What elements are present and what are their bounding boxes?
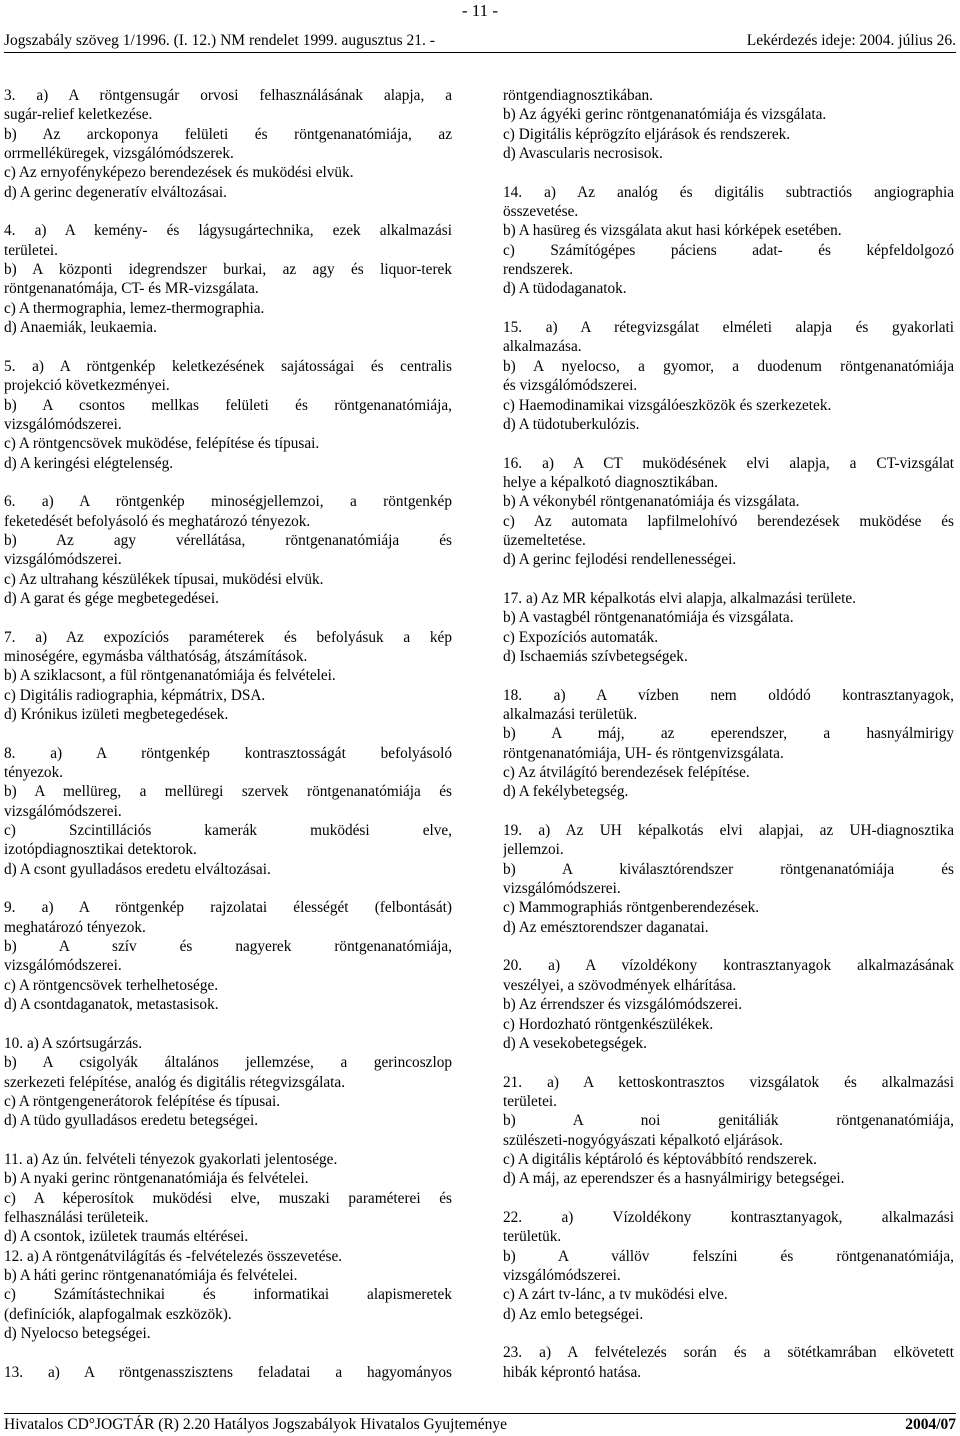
text-line: minoségére, egymásba válthatóság, átszámítások. bbox=[4, 647, 308, 665]
text-line: d) A csontdaganatok, metastasisok. bbox=[4, 996, 219, 1014]
paragraph-gap bbox=[4, 608, 452, 627]
text-line: d) Az emlo betegségei. bbox=[503, 1305, 644, 1323]
text-line: b) A vastagbél röntgenanatómiája és vizsgálata. bbox=[503, 609, 794, 627]
text-line: 13. a) A röntgenasszisztens feladatai a hagyományos bbox=[4, 1363, 452, 1381]
text-line: d) Az emésztorendszer daganatai. bbox=[503, 918, 709, 936]
text-line: c) A röntgencsövek terhelhetosége. bbox=[4, 976, 219, 994]
text-line: d) A garat és gége megbetegedései. bbox=[4, 589, 219, 607]
text-line: vizsgálómódszerei. bbox=[4, 802, 122, 820]
text-line: d) A tüdo gyulladásos eredetu betegségei. bbox=[4, 1112, 259, 1130]
text-line: 6. a) A röntgenkép minoségjellemzoi, a röntgenkép bbox=[4, 493, 452, 511]
text-line: c) Haemodinamikai vizsgálóeszközök és szerkezetek. bbox=[503, 396, 832, 414]
text-line: b) Az agy vérellátása, röntgenanatómiája és bbox=[4, 531, 452, 549]
page-number: - 11 - bbox=[461, 1, 499, 20]
text-line: b) A kiválasztórendszer röntgenanatómiája és bbox=[503, 860, 954, 878]
paragraph-gap bbox=[503, 802, 954, 821]
text-line: b) A mellüreg, a mellüregi szervek röntgenanatómiája és bbox=[4, 783, 452, 801]
text-line: üzemeltetése. bbox=[503, 531, 586, 549]
text-line: c) Az ultrahang készülékek típusai, muködési elvük. bbox=[4, 570, 324, 588]
paragraph-gap bbox=[503, 666, 954, 685]
text-line: c) A röntgengenerátorok felépítése és típusai. bbox=[4, 1092, 281, 1110]
text-line: b) A csigolyák általános jellemzése, a gerincoszlop bbox=[4, 1054, 452, 1072]
text-line: c) Hordozható röntgenkészülékek. bbox=[503, 1015, 714, 1033]
header-query-date: Lekérdezés ideje: 2004. július 26. bbox=[746, 32, 956, 49]
text-line: b) A központi idegrendszer burkai, az agy és liquor-terek bbox=[4, 261, 452, 279]
text-line: 7. a) Az expozíciós paraméterek és befolyásuk a kép bbox=[4, 628, 452, 646]
footer-publisher: Hivatalos CD°JOGTÁR (R) 2.20 Hatályos Jogszabályok Hivatalos Gyujteménye bbox=[4, 1416, 507, 1433]
text-line: b) A sziklacsont, a fül röntgenanatómiája és felvételei. bbox=[4, 667, 336, 685]
paragraph-gap bbox=[503, 1053, 954, 1072]
paragraph-gap bbox=[503, 570, 954, 589]
text-line: b) A csontos mellkas felületi és röntgenanatómiája, bbox=[4, 396, 452, 414]
paragraph-gap bbox=[503, 434, 954, 453]
text-line: c) Számítógépes páciens adat- és képfeldolgozó bbox=[503, 241, 954, 259]
paragraph-gap bbox=[4, 337, 452, 356]
text-line: 23. a) A felvételezés során és a sötétkamrában elkövetett bbox=[503, 1344, 954, 1362]
text-line: c) A zárt tv-lánc, a tv muködési elve. bbox=[503, 1286, 728, 1304]
paragraph-gap bbox=[4, 1015, 452, 1034]
text-line: b) A máj, az eperendszer, a hasnyálmirigy bbox=[503, 725, 954, 743]
text-line: 20. a) A vízoldékony kontrasztanyagok alkalmazásának bbox=[503, 957, 954, 975]
text-line: veszélyei, a szövodmények elhárítása. bbox=[503, 976, 737, 994]
text-line: 12. a) A röntgenátvilágítás és -felvételezés összevetése. bbox=[4, 1247, 343, 1265]
paragraph-gap bbox=[503, 1324, 954, 1343]
text-line: (definíciók, alapfogalmak eszközök). bbox=[4, 1305, 232, 1323]
text-line: helye a képalkotó diagnosztikában. bbox=[503, 473, 718, 491]
text-line: b) A nyelocso, a gyomor, a duodenum röntgenanatómiája bbox=[503, 357, 954, 375]
text-line: d) A fekélybetegség. bbox=[503, 783, 629, 801]
text-line: d) A keringési elégtelenség. bbox=[4, 454, 174, 472]
text-line: c) Mammographiás röntgenberendezések. bbox=[503, 899, 760, 917]
text-line: összevetése. bbox=[503, 203, 579, 221]
text-line: b) A szív és nagyerek röntgenanatómiája, bbox=[4, 938, 452, 956]
text-line: feketedését befolyásoló és meghatározó tényezok. bbox=[4, 512, 311, 530]
text-line: alkalmazási területük. bbox=[503, 706, 638, 723]
text-line: és vizsgálómódszerei. bbox=[503, 377, 638, 395]
text-line: c) A thermographia, lemez-thermographia. bbox=[4, 299, 265, 317]
text-line: 18. a) A vízben nem oldódó kontrasztanyagok, bbox=[503, 686, 954, 704]
text-line: tényezok. bbox=[4, 764, 64, 782]
text-line: 5. a) A röntgenkép keletkezésének sajátosságai és centralis bbox=[4, 357, 452, 375]
text-line: b) A háti gerinc röntgenanatómiája és felvételei. bbox=[4, 1266, 298, 1284]
text-line: röntgendiagnosztikában. bbox=[503, 87, 653, 104]
text-line: vizsgálómódszerei. bbox=[503, 1266, 621, 1284]
text-line: hibák képrontó hatása. bbox=[503, 1363, 642, 1381]
text-line: c) Expozíciós automaták. bbox=[503, 628, 659, 646]
paragraph-gap bbox=[4, 879, 452, 898]
text-line: b) A vállöv felszíni és röntgenanatómiája, bbox=[503, 1247, 954, 1265]
text-line: d) A tüdodaganatok. bbox=[503, 280, 627, 298]
text-line: 4. a) A kemény- és lágysugártechnika, ezek alkalmazási bbox=[4, 222, 452, 240]
text-line: c) A képerosítok muködési elve, muszaki paraméterei és bbox=[4, 1189, 452, 1207]
text-line: röntgenanatómiája, UH- és röntgenvizsgálata. bbox=[503, 744, 784, 762]
paragraph-gap bbox=[503, 937, 954, 956]
text-line: 21. a) A kettoskontrasztos vizsgálatok és alkalmazási bbox=[503, 1073, 954, 1091]
right-text-column bbox=[503, 86, 954, 1392]
text-line: d) A gerinc fejlodési rendellenességei. bbox=[503, 551, 737, 569]
page-header bbox=[4, 30, 956, 53]
text-line: c) Az automata lapfilmelohívó berendezések muködése és bbox=[503, 512, 954, 530]
text-line: c) Digitális képrögzíto eljárások és rendszerek. bbox=[503, 125, 791, 143]
text-line: d) Anaemiák, leukaemia. bbox=[4, 319, 157, 337]
text-line: d) A csont gyulladásos eredetu elváltozásai. bbox=[4, 860, 271, 878]
text-line: d) Ischaemiás szívbetegségek. bbox=[503, 647, 688, 665]
text-line: vizsgálómódszerei. bbox=[4, 957, 122, 975]
text-line: rendszerek. bbox=[503, 261, 574, 279]
paragraph-gap bbox=[503, 163, 954, 182]
text-line: orrmelléküregek, vizsgálómódszerek. bbox=[4, 145, 234, 163]
paragraph-gap bbox=[4, 724, 452, 743]
text-line: izotópdiagnosztikai detektorok. bbox=[4, 841, 197, 859]
text-line: szerkezeti felépítése, analóg és digitális rétegvizsgálata. bbox=[4, 1073, 346, 1091]
text-line: d) Krónikus izületi megbetegedések. bbox=[4, 706, 229, 723]
text-line: jellemzoi. bbox=[503, 841, 564, 859]
text-line: b) Az ágyéki gerinc röntgenanatómiája és vizsgálata. bbox=[503, 106, 827, 124]
text-line: 8. a) A röntgenkép kontrasztosságát befolyásoló bbox=[4, 744, 452, 762]
paragraph-gap bbox=[503, 299, 954, 318]
text-line: b) A nyaki gerinc röntgenanatómiája és felvételei. bbox=[4, 1170, 309, 1188]
text-line: területei. bbox=[4, 241, 58, 259]
paragraph-gap bbox=[4, 473, 452, 492]
text-line: d) A vesekobetegségek. bbox=[503, 1034, 648, 1052]
text-line: c) Számítástechnikai és informatikai alapismeretek bbox=[4, 1286, 452, 1304]
left-text-column bbox=[4, 86, 452, 1392]
text-line: d) Avascularis necrosisok. bbox=[503, 145, 663, 163]
text-line: d) A gerinc degeneratív elváltozásai. bbox=[4, 183, 227, 201]
text-line: c) Az ernyofényképezo berendezések és muködési elvük. bbox=[4, 164, 354, 182]
text-line: vizsgálómódszerei. bbox=[503, 880, 621, 898]
text-line: b) A vékonybél röntgenanatómiája és vizsgálata. bbox=[503, 493, 800, 511]
text-line: d) A csontok, izületek traumás eltérései. bbox=[4, 1228, 249, 1246]
paragraph-gap bbox=[4, 1343, 452, 1362]
text-line: projekció következményei. bbox=[4, 377, 170, 395]
text-line: 17. a) Az MR képalkotás elvi alapja, alkalmazási területe. bbox=[503, 589, 856, 607]
paragraph-gap bbox=[503, 1189, 954, 1208]
text-line: 9. a) A röntgenkép rajzolatai élességét (felbontását) bbox=[4, 899, 452, 917]
text-line: alkalmazása. bbox=[503, 338, 582, 356]
header-document-reference: Jogszabály szöveg 1/1996. (I. 12.) NM rendelet 1999. augusztus 21. - bbox=[4, 32, 435, 49]
text-line: területük. bbox=[503, 1228, 562, 1246]
text-line: b) Az arckoponya felületi és röntgenanatómiája, az bbox=[4, 125, 452, 143]
text-line: területei. bbox=[503, 1092, 557, 1110]
text-line: 22. a) Vízoldékony kontrasztanyagok, alkalmazási bbox=[503, 1208, 954, 1226]
text-line: sugár-relief keletkezése. bbox=[4, 106, 153, 124]
text-line: röntgenanatómája, CT- és MR-vizsgálata. bbox=[4, 280, 259, 298]
text-line: b) Az érrendszer és vizsgálómódszerei. bbox=[503, 996, 743, 1014]
text-line: 14. a) Az analóg és digitális subtractiós angiographia bbox=[503, 183, 954, 201]
text-line: vizsgálómódszerei. bbox=[4, 551, 122, 569]
text-line: 10. a) A szórtsugárzás. bbox=[4, 1034, 143, 1052]
text-line: felhasználási területeik. bbox=[4, 1208, 149, 1226]
text-line: d) Nyelocso betegségei. bbox=[4, 1325, 151, 1342]
text-line: d) A tüdotuberkulózis. bbox=[503, 415, 640, 433]
text-line: c) A digitális képtároló és képtovábbító rendszerek. bbox=[503, 1150, 817, 1168]
paragraph-gap bbox=[4, 202, 452, 221]
text-line: 3. a) A röntgensugár orvosi felhasználásának alapja, a bbox=[4, 87, 452, 104]
page-footer bbox=[4, 1413, 956, 1436]
text-line: c) A röntgencsövek muködése, felépítése és típusai. bbox=[4, 435, 320, 453]
text-line: meghatározó tényezok. bbox=[4, 918, 146, 936]
text-line: 15. a) A rétegvizsgálat elméleti alapja és gyakorlati bbox=[503, 319, 954, 337]
text-line: b) A hasüreg és vizsgálata akut hasi kórképek esetében. bbox=[503, 222, 842, 240]
text-line: vizsgálómódszerei. bbox=[4, 415, 122, 433]
paragraph-gap bbox=[4, 1131, 452, 1150]
footer-edition: 2004/07 bbox=[905, 1416, 956, 1433]
text-line: c) Az átvilágító berendezések felépítése. bbox=[503, 764, 750, 782]
text-line: 11. a) Az ún. felvételi tényezok gyakorlati jelentosége. bbox=[4, 1150, 338, 1168]
text-line: 19. a) Az UH képalkotás elvi alapjai, az UH-diagnosztika bbox=[503, 822, 954, 840]
text-line: 16. a) A CT muködésének elvi alapja, a CT-vizsgálat bbox=[503, 454, 954, 472]
text-line: b) A noi genitáliák röntgenanatómiája, bbox=[503, 1112, 954, 1130]
text-line: szülészeti-nogyógyászati képalkotó eljárások. bbox=[503, 1131, 783, 1149]
text-line: d) A máj, az eperendszer és a hasnyálmirigy betegségei. bbox=[503, 1170, 845, 1188]
text-line: c) Digitális radiographia, képmátrix, DSA. bbox=[4, 686, 266, 704]
text-line: c) Szcintillációs kamerák muködési elve, bbox=[4, 822, 452, 840]
